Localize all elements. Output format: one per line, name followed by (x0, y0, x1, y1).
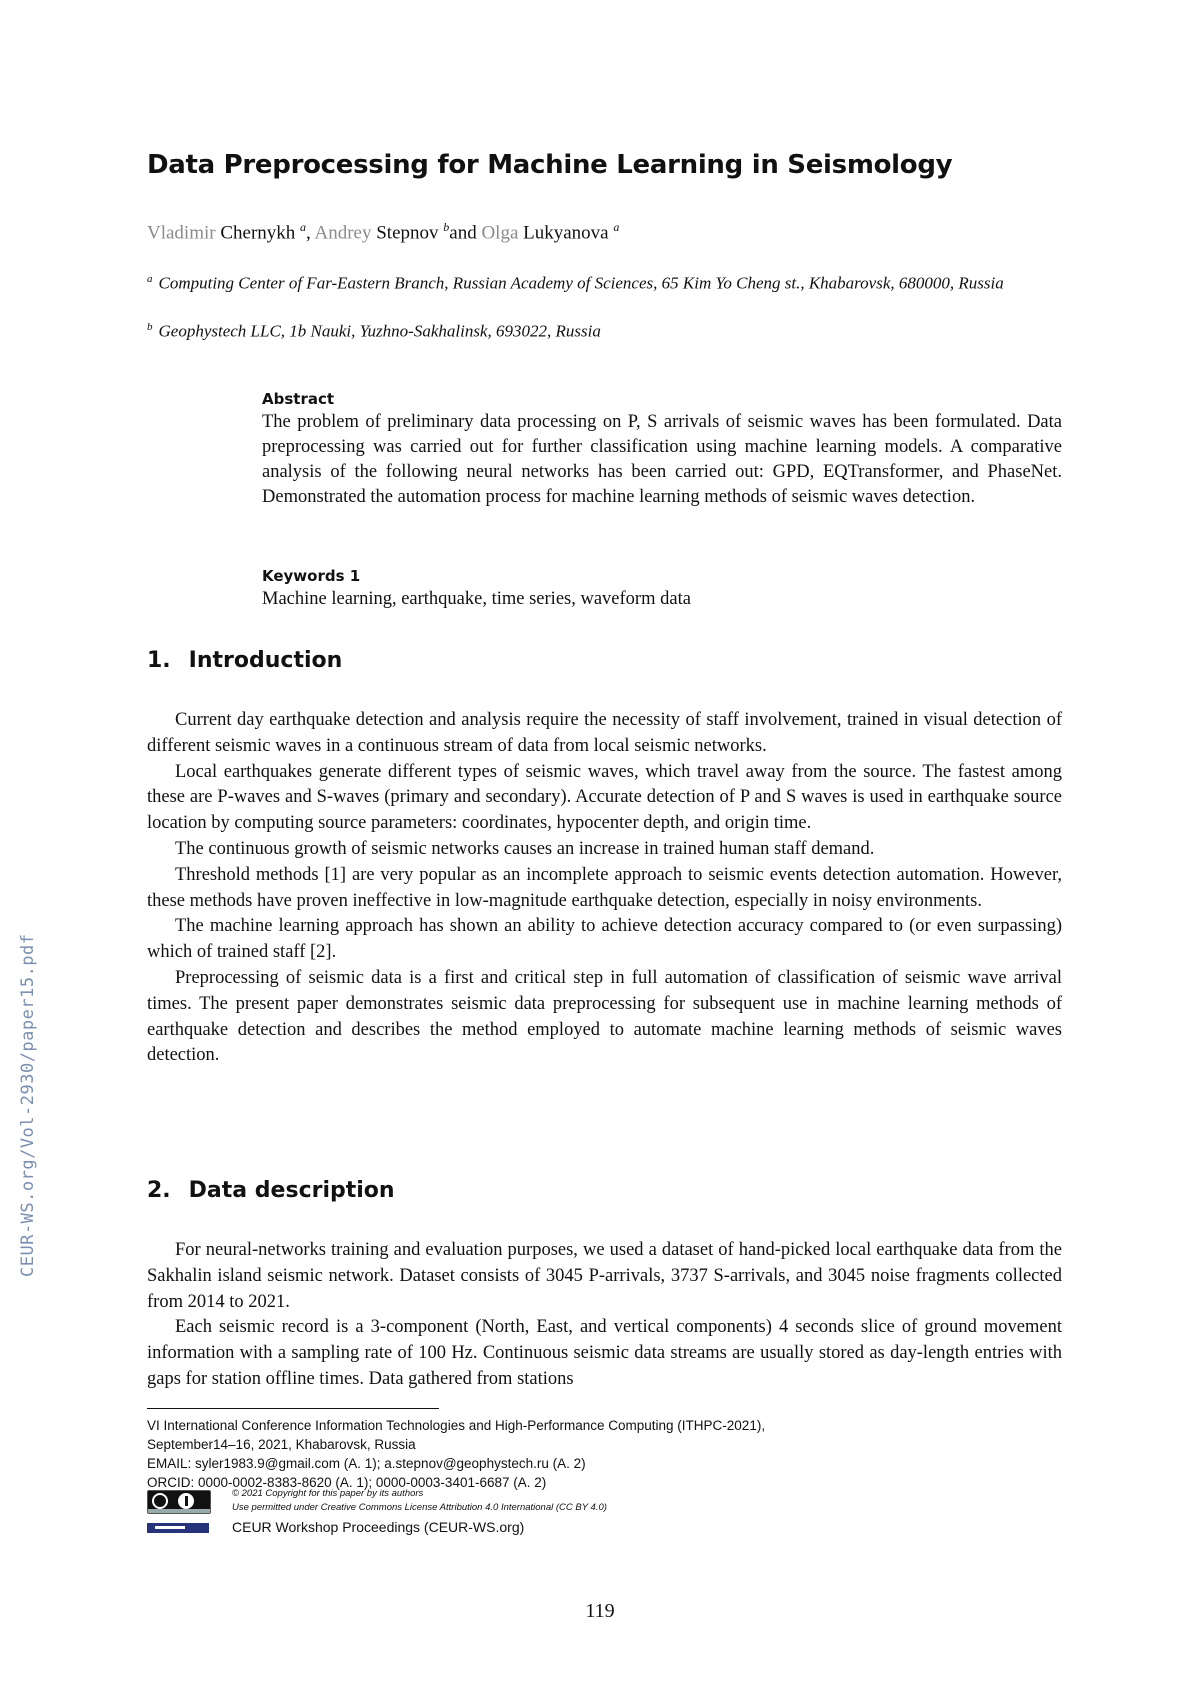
copyright-text: © 2021 Copyright for this paper by its authors (232, 1488, 424, 1499)
license-text: Use permitted under Creative Commons License Attribution 4.0 International (CC BY 4.0) (232, 1502, 607, 1513)
paragraph: Each seismic record is a 3-component (North, East, and vertical components) 4 seconds slice of ground movement information with a sampling rate of 100 Hz. Continuous seismic data streams are usually stored as day-length entries with gaps for station offline times. Data gathered from stations (147, 1317, 1062, 1389)
abstract-text: The problem of preliminary data processing on P, S arrivals of seismic waves has been formulated. Data preprocessing was carried out for further classification using machine learning models. A comparative analysis of the following neural networks has been carried out: GPD, EQTransformer, and PhaseNet. Demonstrated the automation process for machine learning methods of seismic waves detection. (262, 412, 1062, 507)
paragraph: Preprocessing of seismic data is a first and critical step in full automation of classification of seismic wave arrival times. The present paper demonstrates seismic data preprocessing for subsequent use in machine learning methods of earthquake detection and describes the method employed to automate machine learning methods of seismic waves detection. (147, 967, 1062, 1066)
section-heading (147, 648, 342, 673)
author-last-name: Chernykh (220, 222, 296, 244)
keywords-heading: Keywords 1 (262, 567, 361, 585)
section-heading (147, 1178, 395, 1203)
footnote-divider (147, 1408, 439, 1409)
paragraph: Local earthquakes generate different types of seismic waves, which travel away from the source. The fastest among these are P-waves and S-waves (primary and secondary). Accurate detection of P and S waves is used in earthquake source location by computing source parameters: coordinates, hypocenter depth, and origin time. (147, 761, 1062, 834)
author-separator: and (449, 222, 482, 244)
abstract-heading: Abstract (262, 390, 335, 408)
section-title: Data description (188, 1178, 395, 1203)
footnote-line: September14–16, 2021, Khabarovsk, Russia (147, 1437, 416, 1452)
footnote-line: ORCID: 0000-0002-8383-8620 (A. 1); 0000-0003-3401-6687 (A. 2) (147, 1475, 547, 1490)
ceur-proceedings-text: CEUR Workshop Proceedings (CEUR-WS.org) (232, 1519, 525, 1535)
author-first-name: Vladimir (147, 222, 216, 244)
cc-by-icon[interactable] (147, 1490, 211, 1514)
page-number: 119 (585, 1600, 615, 1622)
footnote-line: VI International Conference Information Technologies and High-Performance Computing (ITHPC-2021), (147, 1418, 766, 1433)
section-body-data-description (147, 1238, 1062, 1393)
author-first-name: Andrey (314, 222, 372, 244)
side-url[interactable]: CEUR-WS.org/Vol-2930/paper15.pdf (18, 933, 38, 1277)
affiliation-mark: a (300, 220, 307, 234)
paragraph: The continuous growth of seismic networks causes an increase in trained human staff demand. (175, 838, 875, 859)
section-number: 1. (147, 648, 171, 673)
author-last-name: Stepnov (376, 222, 439, 244)
affiliation-mark: b (443, 220, 450, 234)
paragraph: Current day earthquake detection and analysis require the necessity of staff involvement, trained in visual detection of different seismic waves in a continuous stream of data from local seismic networks. (147, 710, 1062, 756)
paragraph: For neural-networks training and evaluation purposes, we used a dataset of hand-picked local earthquake data from the Sakhalin island seismic network. Dataset consists of 3045 P-arrivals, 3737 S-arrivals, and 3045 noise fragments collected from 2014 to 2021. (147, 1240, 1062, 1312)
section-body-introduction (147, 708, 1062, 1069)
affiliation-a (147, 268, 1076, 295)
section-number: 2. (147, 1178, 171, 1203)
paragraph: Threshold methods [1] are very popular as an incomplete approach to seismic events detection automation. However, these methods have proven ineffective in low-magnitude earthquake detection, especially in noisy environments. (147, 864, 1062, 911)
abstract-block (262, 390, 1062, 510)
author-last-name: Lukyanova (523, 222, 609, 244)
paper-title: Data Preprocessing for Machine Learning in Seismology (147, 150, 953, 180)
ceur-logo-icon[interactable] (147, 1523, 209, 1533)
author-line (147, 220, 619, 244)
affiliation-b (147, 316, 1076, 343)
affiliation-text: Computing Center of Far-Eastern Branch, Russian Academy of Sciences, 65 Kim Yo Cheng st., Khabarovsk, 680000, Russia (158, 273, 1004, 293)
author-first-name: Olga (481, 222, 519, 244)
affiliation-mark: a (147, 273, 153, 285)
affiliation-mark: a (613, 220, 620, 234)
keywords-text: Machine learning, earthquake, time series, waveform data (262, 589, 691, 609)
footnotes (147, 1416, 1047, 1492)
affiliation-mark: b (147, 321, 153, 333)
section-title: Introduction (188, 648, 343, 673)
author-separator: , (306, 222, 315, 244)
footnote-line: EMAIL: syler1983.9@gmail.com (A. 1); a.stepnov@geophystech.ru (A. 2) (147, 1456, 586, 1471)
keywords-block (262, 567, 1062, 612)
affiliation-text: Geophystech LLC, 1b Nauki, Yuzhno-Sakhalinsk, 693022, Russia (158, 321, 601, 341)
paragraph: The machine learning approach has shown an ability to achieve detection accuracy compared to (or even surpassing) which of trained staff [2]. (147, 916, 1062, 963)
